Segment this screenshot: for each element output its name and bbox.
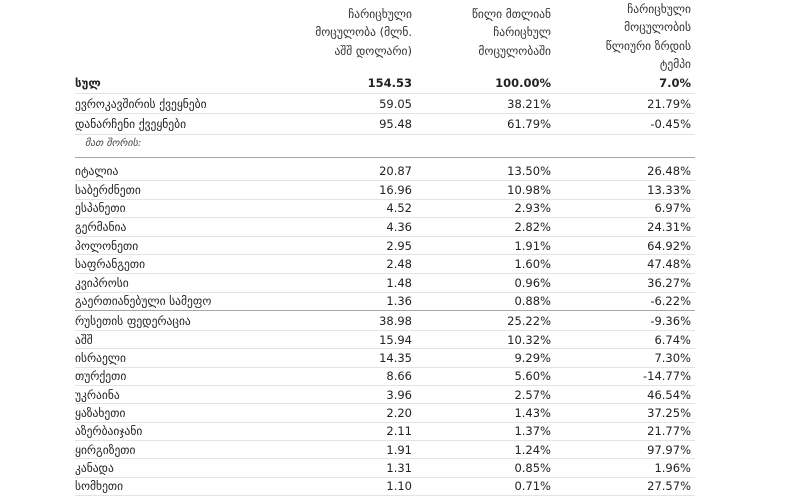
growth-value: 46.54% [647,387,691,402]
total-row [75,73,695,94]
volume-value: 1.36 [386,294,412,309]
country-name: სომხეთი [75,479,124,494]
growth-value: 37.25% [647,405,691,420]
share-value: 38.21% [507,96,551,111]
share-value: 5.60% [514,369,551,384]
table-row [75,423,695,441]
share-value: 2.57% [514,387,551,402]
table-row [75,311,695,331]
growth-value: 6.74% [654,332,691,347]
country-name: აზერბაიჯანი [75,424,143,439]
share-value: 25.22% [507,313,551,328]
country-name: ყაზახეთი [75,405,126,420]
table-row [75,293,695,312]
subheading-row [75,135,695,158]
country-name: თურქეთი [75,369,127,384]
country-name: აშშ [75,332,93,347]
volume-value: 20.87 [379,164,412,178]
share-value: 10.98% [507,182,551,197]
growth-value: 21.77% [647,424,691,439]
share-value: 0.88% [514,294,551,309]
header-line: ჩარიცხული [627,1,691,16]
share-value: 0.71% [514,479,551,494]
table-row [75,237,695,256]
table-row [75,386,695,404]
volume-value: 3.96 [386,387,412,402]
header-line: მოცულობა (მლნ. [315,25,412,40]
header-line: აშშ დოლარი) [334,43,412,58]
header-line: მოცულობის [624,20,691,34]
country-name: იტალია [75,164,119,178]
growth-value: 24.31% [647,219,691,234]
growth-value: 47.48% [647,257,691,272]
row-label: ევროკავშირის ქვეყნები [75,96,207,111]
volume-value: 1.48 [386,275,412,290]
growth-value: -0.45% [650,117,691,131]
share-value: 9.29% [514,351,551,366]
volume-value: 8.66 [386,369,412,384]
header-line: ჩარიცხული [348,6,412,21]
share-value: 2.93% [514,201,551,216]
country-name: გერმანია [75,219,127,234]
volume-value: 4.36 [386,219,412,234]
table-row [75,478,695,496]
growth-value: 27.57% [647,479,691,494]
volume-value: 2.48 [386,257,412,272]
share-value: 10.32% [507,332,551,347]
volume-value: 1.10 [386,479,412,494]
remittance-table [75,0,695,496]
volume-value: 38.98 [379,313,412,328]
volume-value: 1.91 [386,442,412,457]
share-value: 1.43% [514,405,551,420]
header-line: ჩარიცხულ [493,25,551,40]
volume-value: 2.95 [386,238,412,253]
growth-value: -14.77% [643,369,691,384]
volume-value: 2.11 [386,424,412,439]
share-value: 1.60% [514,257,551,272]
summary-row [75,94,695,114]
country-name: პოლონეთი [75,238,139,253]
header-share [416,5,555,69]
growth-value: 6.97% [654,201,691,216]
header-growth [555,0,695,74]
country-name: საბერძნეთი [75,182,141,197]
table-row [75,404,695,422]
share-value: 0.85% [514,460,551,475]
volume-value: 154.53 [367,76,412,90]
table-row [75,181,695,200]
table-row [75,255,695,274]
growth-value: 13.33% [647,182,691,197]
table-row [75,368,695,386]
country-name: ყირგიზეთი [75,442,136,457]
table-row [75,274,695,293]
volume-value: 2.20 [386,405,412,420]
country-name: რუსეთის ფედერაცია [75,313,191,328]
table-row [75,200,695,219]
table-row [75,218,695,237]
country-name: კვიპროსი [75,275,129,290]
table-row [75,459,695,477]
country-name: კანადა [75,460,114,475]
growth-value: 36.27% [647,275,691,290]
table-row [75,441,695,459]
table-row [75,158,695,181]
country-name: ისრაელი [75,351,126,366]
row-label: დანარჩენი ქვეყნები [75,117,187,131]
growth-value: 7.30% [654,351,691,366]
summary-row [75,114,695,135]
row-label: სულ [75,76,101,90]
growth-value: 7.0% [659,76,691,90]
growth-value: 64.92% [647,238,691,253]
share-value: 2.82% [514,219,551,234]
country-name: საფრანგეთი [75,257,146,272]
share-value: 61.79% [507,117,551,131]
volume-value: 59.05 [379,96,412,111]
table-row [75,349,695,367]
header-line: ტემპი [659,57,691,71]
share-value: 1.24% [514,442,551,457]
volume-value: 16.96 [379,182,412,197]
growth-value: 97.97% [647,442,691,457]
header-line: წლიური ზრდის [605,38,691,53]
subheading: მათ შორის: [85,137,142,149]
volume-value: 15.94 [379,332,412,347]
growth-value: -6.22% [650,294,691,309]
header-volume [300,5,416,69]
table-row [75,331,695,349]
country-name: ესპანეთი [75,201,126,216]
share-value: 1.37% [514,424,551,439]
growth-value: -9.36% [650,313,691,328]
country-name: გაერთიანებული სამეფო [75,294,212,309]
share-value: 0.96% [514,275,551,290]
volume-value: 1.31 [386,460,412,475]
share-value: 1.91% [514,238,551,253]
share-value: 13.50% [507,164,551,178]
volume-value: 4.52 [386,201,412,216]
volume-value: 14.35 [379,351,412,366]
growth-value: 26.48% [647,164,691,178]
share-value: 100.00% [495,76,551,90]
growth-value: 21.79% [647,96,691,111]
table-header [75,0,695,73]
growth-value: 1.96% [654,460,691,475]
header-line: წილი მთლიან [471,6,551,21]
header-line: მოცულობაში [478,43,551,58]
country-name: უკრაინა [75,387,120,402]
volume-value: 95.48 [379,117,412,131]
